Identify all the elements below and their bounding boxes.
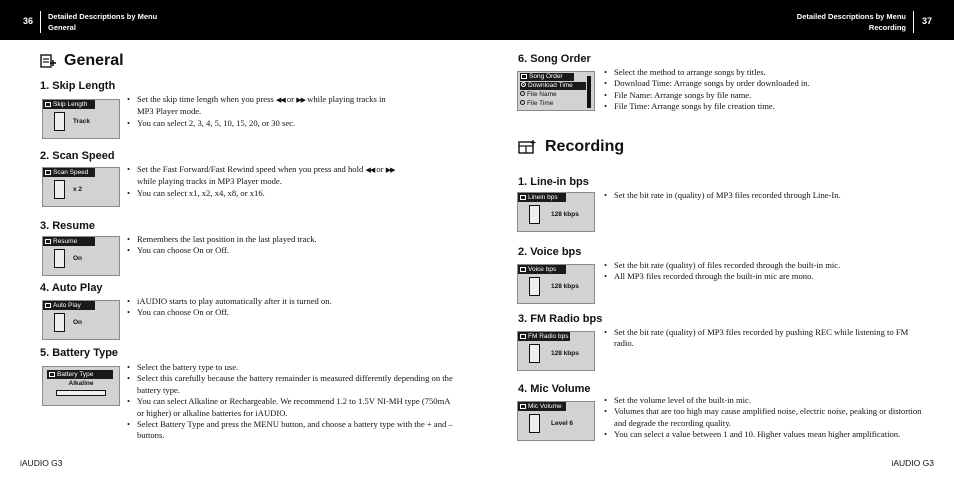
auto-play-heading: 4. Auto Play	[40, 282, 103, 294]
radio-icon	[520, 100, 525, 105]
lcd-select-box	[56, 390, 106, 396]
list-item: • Download Time: Arrange songs by order downloaded in.	[604, 78, 924, 89]
general-menu-icon	[40, 53, 56, 69]
left-page-number: 36	[23, 16, 34, 26]
list-item: • All MP3 files recorded through the built-in mic are mono.	[604, 271, 924, 282]
scan-speed-bullets	[127, 164, 457, 199]
battery-icon	[49, 372, 55, 377]
list-item: • Set the Fast Forward/Fast Rewind speed when you press and hold ◀◀ or ▶▶ while playing tracks in MP3 Player mode.	[127, 164, 457, 188]
recording-title: Recording	[545, 138, 625, 155]
lcd-title-bar: Mic Volume	[518, 402, 566, 411]
fm-radio-bps-heading: 3. FM Radio bps	[518, 313, 603, 325]
mic-volume-heading: 4. Mic Volume	[518, 383, 591, 395]
lcd-title-bar: Battery Type	[47, 370, 113, 379]
lcd-slider	[54, 180, 65, 199]
lcd-title-bar: Linein bps	[518, 193, 566, 202]
resume-heading: 3. Resume	[40, 220, 96, 232]
general-heading	[40, 52, 124, 70]
list-item: • Volumes that are too high may cause amplified noise, electric noise, peaking or distortion and degrade the recording quality.	[604, 406, 924, 429]
list-item: • You can select a value between 1 and 10. Higher values mean higher amplification.	[604, 429, 924, 440]
list-item: • You can choose On or Off.	[127, 307, 457, 318]
song-order-bullets	[604, 67, 924, 113]
lcd-slider	[529, 205, 540, 224]
lcd-scrollbar	[587, 76, 591, 108]
skip-length-bullets	[127, 94, 457, 129]
right-header-divider	[913, 11, 914, 33]
lcd-value: Track	[73, 118, 90, 125]
list-item: • Set the bit rate (quality) of MP3 files recorded by pushing REC while listening to FM radio.	[604, 327, 924, 350]
recording-menu-icon	[518, 139, 536, 155]
lcd-slider	[529, 414, 540, 433]
radio-icon	[520, 91, 525, 96]
line-in-bps-lcd	[517, 192, 595, 232]
voice-bps-heading: 2. Voice bps	[518, 246, 582, 258]
list-item: • Set the volume level of the built-in mic.	[604, 395, 924, 406]
left-header-divider	[40, 11, 41, 33]
list-item: • iAUDIO starts to play automatically after it is turned on.	[127, 296, 457, 307]
battery-type-lcd	[42, 366, 120, 406]
mic-volume-bullets	[604, 395, 924, 441]
lcd-title-bar: Auto Play	[43, 301, 95, 310]
song-order-heading: 6. Song Order	[518, 53, 591, 65]
rewind-icon: ◀◀	[365, 166, 375, 174]
rewind-icon: ◀◀	[275, 96, 285, 104]
battery-type-heading: 5. Battery Type	[40, 347, 119, 359]
lcd-title-bar: Skip Length	[43, 100, 95, 109]
list-item: • Select the method to arrange songs by titles.	[604, 67, 924, 78]
list-item: • Remembers the last position in the last played track.	[127, 234, 457, 245]
list-item: • You can select x1, x2, x4, x8, or x16.	[127, 188, 457, 199]
lcd-value: Level 6	[551, 420, 574, 427]
right-header-title: Detailed Descriptions by Menu Recording	[796, 12, 906, 32]
lcd-title-bar: Scan Speed	[43, 168, 95, 177]
list-item: • File Name: Arrange songs by file name.	[604, 90, 924, 101]
lcd-title-bar: FM Radio bps	[518, 332, 570, 341]
list-item: • You can choose On or Off.	[127, 245, 457, 256]
voice-bps-lcd	[517, 264, 595, 304]
footer-right: iAUDIO G3	[891, 458, 934, 468]
voice-bps-bullets	[604, 260, 924, 283]
radio-selected-icon	[521, 82, 526, 87]
lcd-option: File Name	[520, 91, 557, 99]
song-order-lcd	[517, 71, 595, 111]
list-item: • Set the skip time length when you press ◀◀ or ▶▶ while playing tracks in MP3 Player mode.	[127, 94, 457, 118]
lcd-title-bar: Song Order	[520, 73, 574, 81]
lcd-option: Download Time	[520, 82, 586, 90]
list-item: • Select Battery Type and press the MENU button, and choose a battery type with the + and – buttons.	[127, 419, 459, 442]
lcd-slider	[529, 344, 540, 363]
auto-play-bullets	[127, 296, 457, 319]
line-in-bps-heading: 1. Line-in bps	[518, 176, 589, 188]
lcd-value: On	[73, 319, 83, 326]
skip-length-lcd	[42, 99, 120, 139]
list-item: • File Time: Arrange songs by file creation time.	[604, 101, 924, 112]
lcd-value: Alkaline	[68, 380, 94, 387]
list-item: • You can select 2, 3, 4, 5, 10, 15, 20, or 30 sec.	[127, 118, 457, 129]
fast-forward-icon: ▶▶	[296, 96, 305, 104]
lcd-title-bar: Voice bps	[518, 265, 566, 274]
lcd-value: On	[73, 255, 83, 262]
list-item: • Select this carefully because the battery remainder is measured differently depending on the battery type.	[127, 373, 459, 396]
skip-icon	[45, 102, 51, 107]
fm-radio-bps-bullets	[604, 327, 924, 350]
lcd-value: 128 kbps	[551, 350, 579, 357]
auto-play-lcd	[42, 300, 120, 340]
auto-play-icon	[45, 303, 51, 308]
microphone-icon	[520, 267, 526, 272]
recording-heading	[518, 138, 624, 156]
page-header	[0, 0, 954, 40]
lcd-value: 128 kbps	[551, 211, 579, 218]
list-item: • Set the bit rate in (quality) of MP3 files recorded through Line-In.	[604, 190, 924, 201]
fm-radio-icon	[520, 334, 526, 339]
lcd-option: File Time	[520, 100, 553, 108]
general-title: General	[64, 52, 124, 69]
lcd-slider	[54, 313, 65, 332]
microphone-icon	[520, 404, 526, 409]
scan-icon	[45, 170, 51, 175]
fast-forward-icon: ▶▶	[385, 166, 395, 174]
skip-length-heading: 1. Skip Length	[40, 80, 116, 92]
list-item: • You can select Alkaline or Rechargeable. We recommend 1.2 to 1.5V NI-MH type (750mA or higher) or alkaline batteries for iAUDIO.	[127, 396, 459, 419]
resume-lcd	[42, 236, 120, 276]
lcd-slider	[54, 112, 65, 131]
list-item: • Set the bit rate (quality) of files recorded through the built-in mic.	[604, 260, 924, 271]
line-in-bps-bullets	[604, 190, 924, 201]
lcd-value: x 2	[73, 186, 83, 193]
resume-bullets	[127, 234, 457, 257]
scan-speed-lcd	[42, 167, 120, 207]
mic-volume-lcd	[517, 401, 595, 441]
resume-icon	[45, 239, 51, 244]
lcd-slider	[54, 249, 65, 268]
lcd-slider	[529, 277, 540, 296]
lcd-value: 128 kbps	[551, 283, 579, 290]
battery-type-bullets	[127, 362, 459, 442]
line-in-icon	[520, 195, 526, 200]
list-item: • Select the battery type to use.	[127, 362, 459, 373]
footer-left: iAUDIO G3	[20, 458, 63, 468]
scan-speed-heading: 2. Scan Speed	[40, 150, 115, 162]
fm-radio-bps-lcd	[517, 331, 595, 371]
left-header-title: Detailed Descriptions by Menu General	[48, 12, 158, 32]
song-order-icon	[521, 74, 527, 79]
lcd-title-bar: Resume	[43, 237, 95, 246]
right-page-number: 37	[922, 16, 933, 26]
